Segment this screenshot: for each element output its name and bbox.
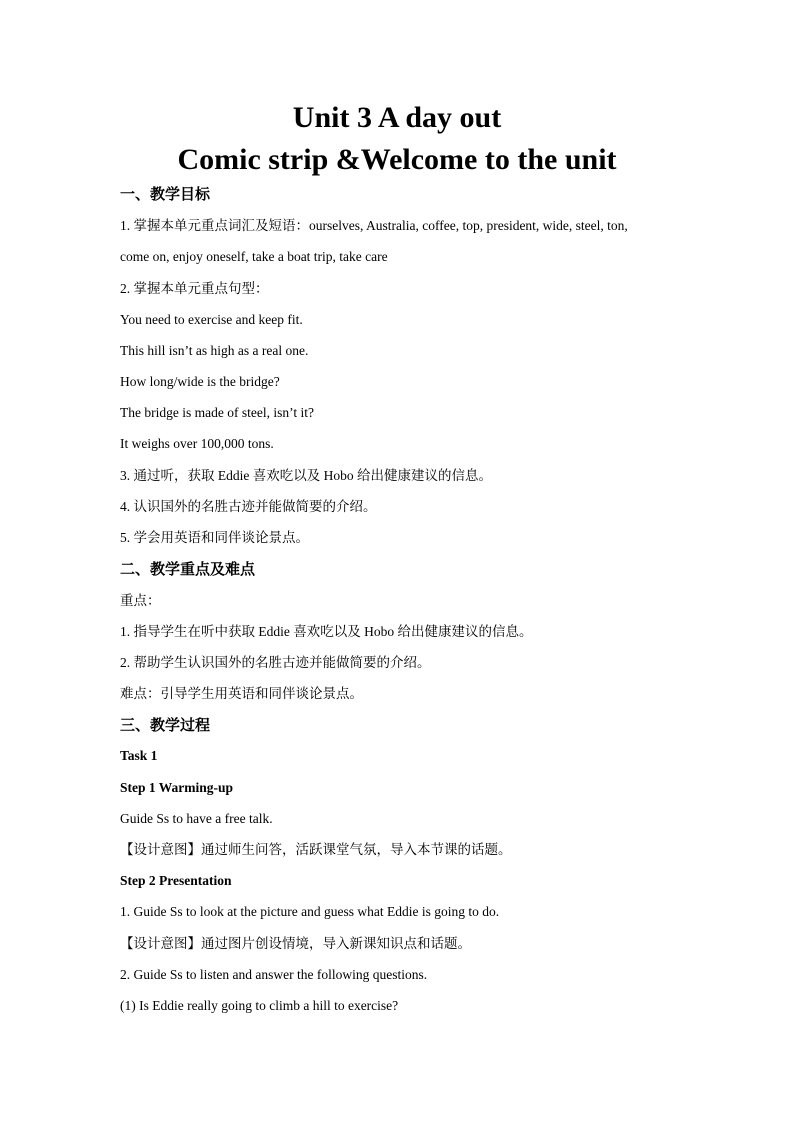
- objective-4: 4. 认识国外的名胜古迹并能做简要的介绍。: [120, 499, 377, 514]
- key-sentence: You need to exercise and keep fit.: [120, 312, 303, 327]
- document-subtitle: Comic strip &Welcome to the unit: [177, 143, 617, 176]
- step-2-item-2: 2. Guide Ss to listen and answer the following questions.: [120, 967, 428, 982]
- step-2-question-1: (1) Is Eddie really going to climb a hill to exercise?: [120, 998, 399, 1013]
- key-sentence: This hill isn’t as high as a real one.: [120, 343, 309, 358]
- difficulty: 难点：引导学生用英语和同伴谈论景点。: [120, 686, 363, 701]
- key-sentence: The bridge is made of steel, isn’t it?: [120, 405, 314, 420]
- step-2-intent: 【设计意图】通过图片创设情境，导入新课知识点和话题。: [120, 936, 471, 951]
- task-title: Task 1: [120, 748, 158, 763]
- objective-3: 3. 通过听，获取 Eddie 喜欢吃以及 Hobo 给出健康建议的信息。: [120, 468, 492, 483]
- key-point-1: 1. 指导学生在听中获取 Eddie 喜欢吃以及 Hobo 给出健康建议的信息。: [120, 624, 533, 639]
- objective-5: 5. 学会用英语和同伴谈论景点。: [120, 530, 309, 545]
- key-sentence: It weighs over 100,000 tons.: [120, 436, 274, 451]
- section-heading-key-points: 二、教学重点及难点: [120, 560, 256, 578]
- section-heading-objectives: 一、教学目标: [120, 185, 211, 203]
- objective-1-line-1: 1. 掌握本单元重点词汇及短语：ourselves, Australia, coffee, top, president, wide, steel, ton,: [120, 218, 628, 233]
- key-point-2: 2. 帮助学生认识国外的名胜古迹并能做简要的介绍。: [120, 655, 431, 670]
- step-1-intent: 【设计意图】通过师生问答，活跃课堂气氛，导入本节课的话题。: [120, 842, 512, 857]
- objective-2: 2. 掌握本单元重点句型：: [120, 281, 269, 296]
- section-heading-process: 三、教学过程: [120, 716, 211, 734]
- key-sentence: How long/wide is the bridge?: [120, 374, 280, 389]
- objective-1-line-2: come on, enjoy oneself, take a boat trip, take care: [120, 249, 388, 264]
- step-2-title: Step 2 Presentation: [120, 873, 232, 888]
- step-1-title: Step 1 Warming-up: [120, 780, 234, 795]
- document-title: Unit 3 A day out: [292, 101, 502, 134]
- key-points-label: 重点：: [120, 593, 161, 608]
- step-2-item-1: 1. Guide Ss to look at the picture and guess what Eddie is going to do.: [120, 904, 500, 919]
- step-1-text: Guide Ss to have a free talk.: [120, 811, 273, 826]
